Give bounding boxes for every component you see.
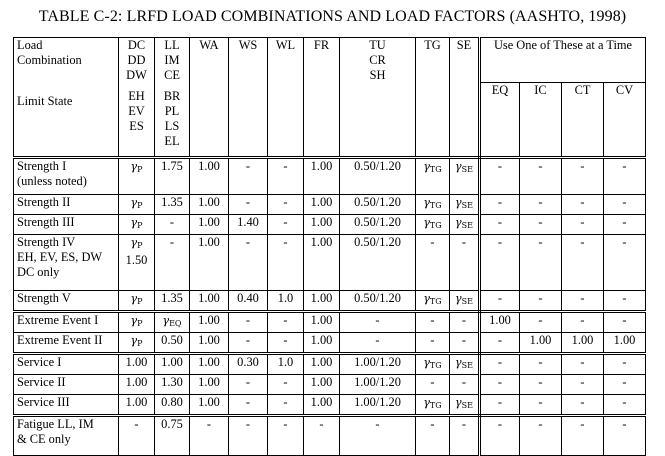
header-wl: WL <box>268 38 304 158</box>
cell-tu: 1.00/1.20 <box>340 375 416 395</box>
cell-cv: - <box>604 158 646 195</box>
cell-fr: 1.00 <box>304 215 340 235</box>
cell-eq: 1.00 <box>480 312 520 333</box>
cell-ic: 1.00 <box>520 333 562 354</box>
cell-wl: - <box>268 395 304 416</box>
cell-dc <box>119 215 155 235</box>
cell-ws: - <box>229 333 268 354</box>
cell-tg <box>416 291 450 312</box>
cell-tg: - <box>416 333 450 354</box>
header-fr: FR <box>304 38 340 158</box>
cell-cv: - <box>604 416 646 456</box>
cell-tg: - <box>416 235 450 291</box>
cell-fr: 1.00 <box>304 354 340 375</box>
cell-eq: - <box>480 215 520 235</box>
cell-dc <box>119 312 155 333</box>
row-label: Extreme Event I <box>14 312 119 333</box>
cell-se: - <box>450 375 480 395</box>
cell-tu: 0.50/1.20 <box>340 195 416 215</box>
row-label: Service I <box>14 354 119 375</box>
cell-wa: 1.00 <box>190 312 229 333</box>
cell-ic: - <box>520 195 562 215</box>
cell-ic: - <box>520 235 562 291</box>
cell-ws: 0.40 <box>229 291 268 312</box>
row-label: Service III <box>14 395 119 416</box>
cell-dc <box>119 195 155 215</box>
cell-ic: - <box>520 312 562 333</box>
cell-wa: 1.00 <box>190 333 229 354</box>
gamma-factor: $\gamma_P$ <box>130 292 143 306</box>
cell-se <box>450 395 480 416</box>
cell-wa: 1.00 <box>190 195 229 215</box>
cell-ll: 1.35 <box>155 291 190 312</box>
cell-fr: 1.00 <box>304 333 340 354</box>
cell-tg: - <box>416 312 450 333</box>
cell-wl: - <box>268 158 304 195</box>
gamma-factor: $\gamma_{SE}$ <box>455 396 473 410</box>
cell-se: - <box>450 235 480 291</box>
cell-wl: - <box>268 312 304 333</box>
cell-se <box>450 158 480 195</box>
cell-cv: - <box>604 291 646 312</box>
cell-ct: - <box>562 395 604 416</box>
gamma-factor: $\gamma_P$ <box>130 160 143 174</box>
gamma-factor: $\gamma_{TG}$ <box>423 160 442 174</box>
cell-wa: 1.00 <box>190 354 229 375</box>
row-label: Extreme Event II <box>14 333 119 354</box>
cell-ic: - <box>520 158 562 195</box>
table-row <box>14 195 646 215</box>
cell-wl: 1.0 <box>268 354 304 375</box>
cell-tu: 0.50/1.20 <box>340 235 416 291</box>
cell-se <box>450 354 480 375</box>
cell-wl: - <box>268 235 304 291</box>
table-row <box>14 375 646 395</box>
gamma-factor: $\gamma_{EQ}$ <box>162 314 182 328</box>
cell-dc: - <box>119 416 155 456</box>
cell-tu: - <box>340 312 416 333</box>
gamma-factor: $\gamma_P$ <box>130 314 143 328</box>
header-ct: CT <box>562 83 604 158</box>
cell-cv: - <box>604 354 646 375</box>
cell-tg <box>416 354 450 375</box>
cell-dc <box>119 291 155 312</box>
cell-dc: 1.00 <box>119 354 155 375</box>
cell-wl: - <box>268 375 304 395</box>
cell-tg: - <box>416 375 450 395</box>
cell-ws: - <box>229 312 268 333</box>
cell-ws: 0.30 <box>229 354 268 375</box>
cell-dc: 1.00 <box>119 395 155 416</box>
row-label: Strength II <box>14 195 119 215</box>
cell-dc <box>119 158 155 195</box>
cell-dc <box>119 333 155 354</box>
header-se: SE <box>450 38 480 158</box>
cell-cv: - <box>604 312 646 333</box>
cell-ll: 0.50 <box>155 333 190 354</box>
cell-fr: - <box>304 416 340 456</box>
table-row <box>14 354 646 375</box>
cell-tg <box>416 195 450 215</box>
cell-tu: 1.00/1.20 <box>340 354 416 375</box>
row-label: Strength I (unless noted) <box>14 158 119 195</box>
table-row <box>14 235 646 291</box>
cell-tu: - <box>340 416 416 456</box>
cell-fr: 1.00 <box>304 291 340 312</box>
header-cv: CV <box>604 83 646 158</box>
header-eh-ev-es: EH EV ES <box>128 89 145 133</box>
cell-cv: - <box>604 395 646 416</box>
gamma-factor: $\gamma_{TG}$ <box>423 356 442 370</box>
cell-dc: 1.00 <box>119 375 155 395</box>
table-row <box>14 333 646 354</box>
cell-ll <box>155 312 190 333</box>
cell-wa: 1.00 <box>190 158 229 195</box>
row-label: Strength IV EH, EV, ES, DW DC only <box>14 235 119 291</box>
cell-se <box>450 291 480 312</box>
cell-eq: - <box>480 416 520 456</box>
cell-ll: 0.75 <box>155 416 190 456</box>
cell-ws: - <box>229 158 268 195</box>
cell-tg: - <box>416 416 450 456</box>
cell-fr: 1.00 <box>304 375 340 395</box>
cell-eq: - <box>480 333 520 354</box>
table-row <box>14 158 646 195</box>
header-eq: EQ <box>480 83 520 158</box>
cell-dc: $\gamma_P$ 1.50 <box>119 235 155 291</box>
header-load-combination: Load Combination <box>17 38 82 67</box>
header-row <box>14 38 646 83</box>
cell-se: - <box>450 312 480 333</box>
cell-ll: - <box>155 215 190 235</box>
header-ws: WS <box>229 38 268 158</box>
header-limit-state: Limit State <box>17 94 73 108</box>
gamma-factor: $\gamma_P$ <box>130 196 143 210</box>
gamma-factor: $\gamma_P$ <box>130 236 143 250</box>
cell-tg <box>416 215 450 235</box>
cell-ll: 1.00 <box>155 354 190 375</box>
cell-ct: - <box>562 215 604 235</box>
cell-cv: - <box>604 215 646 235</box>
cell-wl: - <box>268 215 304 235</box>
cell-ct: - <box>562 354 604 375</box>
cell-wl: 1.0 <box>268 291 304 312</box>
cell-se: - <box>450 333 480 354</box>
header-ll-im-ce: LL IM CE <box>164 38 180 82</box>
cell-ic: - <box>520 395 562 416</box>
cell-ct: - <box>562 158 604 195</box>
gamma-factor: $\gamma_{SE}$ <box>455 196 473 210</box>
cell-ct: - <box>562 312 604 333</box>
gamma-factor: $\gamma_{SE}$ <box>455 356 473 370</box>
cell-eq: - <box>480 235 520 291</box>
gamma-factor: $\gamma_{TG}$ <box>423 196 442 210</box>
cell-ct: - <box>562 375 604 395</box>
cell-ct: - <box>562 416 604 456</box>
cell-cv: - <box>604 375 646 395</box>
cell-cv: 1.00 <box>604 333 646 354</box>
cell-tu: - <box>340 333 416 354</box>
cell-wa: 1.00 <box>190 375 229 395</box>
cell-tu: 0.50/1.20 <box>340 215 416 235</box>
cell-ll: 0.80 <box>155 395 190 416</box>
table-row <box>14 291 646 312</box>
cell-se <box>450 215 480 235</box>
row-label: Strength V <box>14 291 119 312</box>
cell-wa: 1.00 <box>190 395 229 416</box>
cell-ic: - <box>520 215 562 235</box>
table-row <box>14 312 646 333</box>
cell-ic: - <box>520 375 562 395</box>
gamma-factor: $\gamma_{TG}$ <box>423 216 442 230</box>
cell-fr: 1.00 <box>304 235 340 291</box>
cell-ws: - <box>229 416 268 456</box>
row-label: Fatigue LL, IM & CE only <box>14 416 119 456</box>
cell-eq: - <box>480 195 520 215</box>
cell-eq: - <box>480 291 520 312</box>
gamma-factor: $\gamma_P$ <box>130 216 143 230</box>
cell-eq: - <box>480 375 520 395</box>
table-row <box>14 395 646 416</box>
cell-se <box>450 195 480 215</box>
cell-ll: - <box>155 235 190 291</box>
cell-ct: - <box>562 195 604 215</box>
cell-wa: 1.00 <box>190 291 229 312</box>
cell-fr: 1.00 <box>304 195 340 215</box>
cell-wa: - <box>190 416 229 456</box>
cell-ll: 1.75 <box>155 158 190 195</box>
gamma-factor: $\gamma_{SE}$ <box>455 216 473 230</box>
cell-ic: - <box>520 354 562 375</box>
load-combinations-table <box>13 37 646 456</box>
gamma-factor: $\gamma_P$ <box>130 334 143 348</box>
cell-cv: - <box>604 235 646 291</box>
cell-ct: - <box>562 235 604 291</box>
gamma-factor: $\gamma_{SE}$ <box>455 292 473 306</box>
cell-ll: 1.35 <box>155 195 190 215</box>
cell-tu: 0.50/1.20 <box>340 158 416 195</box>
cell-ws: - <box>229 395 268 416</box>
header-ic: IC <box>520 83 562 158</box>
header-tg: TG <box>416 38 450 158</box>
cell-eq: - <box>480 158 520 195</box>
cell-eq: - <box>480 354 520 375</box>
cell-wl: - <box>268 416 304 456</box>
cell-fr: 1.00 <box>304 312 340 333</box>
cell-ct: 1.00 <box>562 333 604 354</box>
cell-cv: - <box>604 195 646 215</box>
row-label: Strength III <box>14 215 119 235</box>
header-dc-dd-dw: DC DD DW <box>126 38 147 82</box>
gamma-factor: $\gamma_{TG}$ <box>423 292 442 306</box>
header-tu-cr-sh: TU CR SH <box>340 38 416 158</box>
cell-ic: - <box>520 416 562 456</box>
cell-fr: 1.00 <box>304 395 340 416</box>
gamma-factor: $\gamma_{TG}$ <box>423 396 442 410</box>
table-row <box>14 215 646 235</box>
cell-ws: 1.40 <box>229 215 268 235</box>
cell-tg <box>416 395 450 416</box>
gamma-factor: $\gamma_{SE}$ <box>455 160 473 174</box>
cell-ws: - <box>229 235 268 291</box>
header-br-pl-ls-el: BR PL LS EL <box>163 89 181 148</box>
cell-ll: 1.30 <box>155 375 190 395</box>
cell-wa: 1.00 <box>190 215 229 235</box>
cell-tg <box>416 158 450 195</box>
cell-fr: 1.00 <box>304 158 340 195</box>
header-wa: WA <box>190 38 229 158</box>
cell-ct: - <box>562 291 604 312</box>
cell-wa: 1.00 <box>190 235 229 291</box>
row-label: Service II <box>14 375 119 395</box>
cell-tu: 0.50/1.20 <box>340 291 416 312</box>
cell-ws: - <box>229 375 268 395</box>
table-title: TABLE C-2: LRFD LOAD COMBINATIONS AND LOAD FACTORS (AASHTO, 1998) <box>38 8 627 25</box>
cell-ic: - <box>520 291 562 312</box>
cell-wl: - <box>268 195 304 215</box>
cell-wl: - <box>268 333 304 354</box>
cell-tu: 1.00/1.20 <box>340 395 416 416</box>
cell-se: - <box>450 416 480 456</box>
header-use-one-at-a-time: Use One of These at a Time <box>480 38 646 83</box>
cell-ws: - <box>229 195 268 215</box>
cell-eq: - <box>480 395 520 416</box>
